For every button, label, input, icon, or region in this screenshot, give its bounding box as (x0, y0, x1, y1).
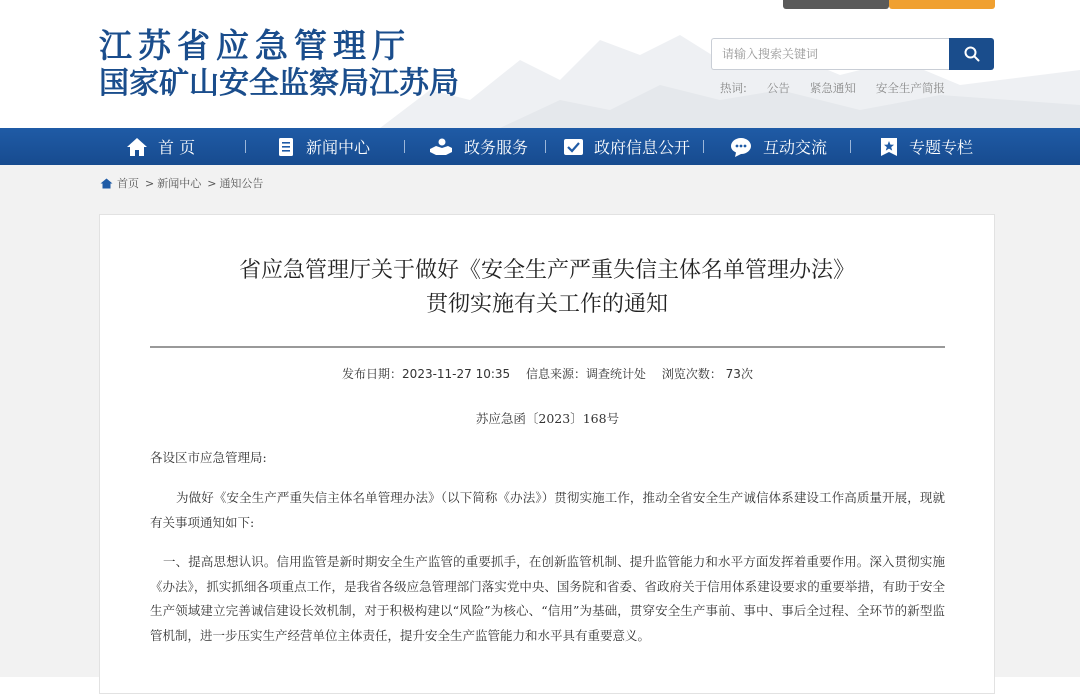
publish-date: 发布日期：2023-11-27 10:35 (342, 367, 511, 381)
article-title-line1: 省应急管理厅关于做好《安全生产严重失信主体名单管理办法》 (238, 258, 855, 283)
paragraph: 一、提高思想认识。信用监管是新时期安全生产监管的重要抓手，在创新监管机制、提升监管能力和水平方面发挥着重要作用。深入贯彻实施《办法》，抓实抓细各项重点工作，是我省各级应急管理部门落实党中央、国务院和省委、省政府关于信用体系建设要求的重要举措，有助于安全生产领域建立完善诚信建设长效机制，对于积极构建以“风险”为核心、“信用”为基础，贯穿安全生产事前、事中、事后全过程、全环节的新型监管机制，进一步压实生产经营单位主体责任，提升安全生产监管能力和水平具有重要意义。 (150, 554, 945, 643)
nav-item-interaction[interactable] (729, 128, 827, 165)
article-title (150, 254, 944, 322)
paragraph: 为做好《安全生产严重失信主体名单管理办法》（以下简称《办法》）贯彻实施工作，推动全省安全生产诚信体系建设工作高质量开展，现就有关事项通知如下: (150, 490, 945, 530)
search-button[interactable] (949, 38, 994, 70)
nav-item-label: 新闻中心 (306, 138, 371, 157)
breadcrumb-home[interactable]: 首页 (117, 177, 139, 190)
nav-divider (850, 140, 851, 153)
hot-word-link[interactable]: 公告 (766, 81, 790, 95)
nav-divider (404, 140, 405, 153)
nav-item-label: 政务服务 (464, 138, 529, 157)
service-icon (428, 137, 454, 157)
breadcrumb-notices[interactable]: 通知公告 (219, 177, 264, 190)
document-number: 苏应急函〔2023〕168号 (475, 411, 620, 426)
breadcrumb-separator: > (145, 176, 155, 190)
chat-icon (729, 136, 753, 158)
info-source: 信息来源：调查统计处 (526, 367, 647, 381)
search-box (711, 38, 949, 70)
search-input[interactable] (712, 39, 952, 69)
nav-item-special[interactable] (879, 128, 973, 165)
nav-divider (245, 140, 246, 153)
nav-item-news[interactable] (276, 128, 370, 165)
org-name-line2: 国家矿山安全监察局江苏局 (99, 66, 459, 101)
nav-item-label: 专题专栏 (909, 138, 974, 157)
nav-item-services[interactable] (428, 128, 528, 165)
breadcrumb (100, 175, 263, 191)
article-meta (150, 365, 945, 382)
main-nav (0, 128, 1080, 165)
nav-item-label: 互动交流 (763, 138, 828, 157)
top-link-button-1[interactable] (783, 0, 889, 9)
nav-item-home[interactable] (126, 128, 195, 165)
nav-item-label: 政府信息公开 (594, 138, 691, 157)
info-card-icon (563, 137, 584, 157)
breadcrumb-news[interactable]: 新闻中心 (157, 177, 202, 190)
view-count: 浏览次数： 73次 (661, 367, 753, 381)
home-icon (126, 137, 148, 157)
top-link-button-2[interactable] (889, 0, 995, 9)
org-name-line1: 江苏省应急管理厅 (99, 26, 411, 65)
nav-item-gov-info[interactable] (563, 128, 690, 165)
article-title-line2: 贯彻实施有关工作的通知 (425, 292, 668, 317)
hot-word-link[interactable]: 紧急通知 (809, 81, 856, 95)
salutation: 各设区市应急管理局: (150, 450, 267, 465)
nav-item-label: 首 页 (158, 138, 196, 157)
nav-divider (545, 140, 546, 153)
home-icon (100, 178, 113, 189)
breadcrumb-separator: > (207, 176, 217, 190)
nav-divider (703, 140, 704, 153)
bookmark-star-icon (879, 137, 899, 157)
hot-words-label: 热词: (720, 81, 747, 95)
hot-words (720, 80, 945, 96)
document-icon (276, 137, 296, 157)
hot-word-link[interactable]: 安全生产简报 (875, 81, 945, 95)
title-divider (150, 346, 945, 348)
site-header (0, 0, 1080, 128)
search-icon (964, 46, 980, 62)
